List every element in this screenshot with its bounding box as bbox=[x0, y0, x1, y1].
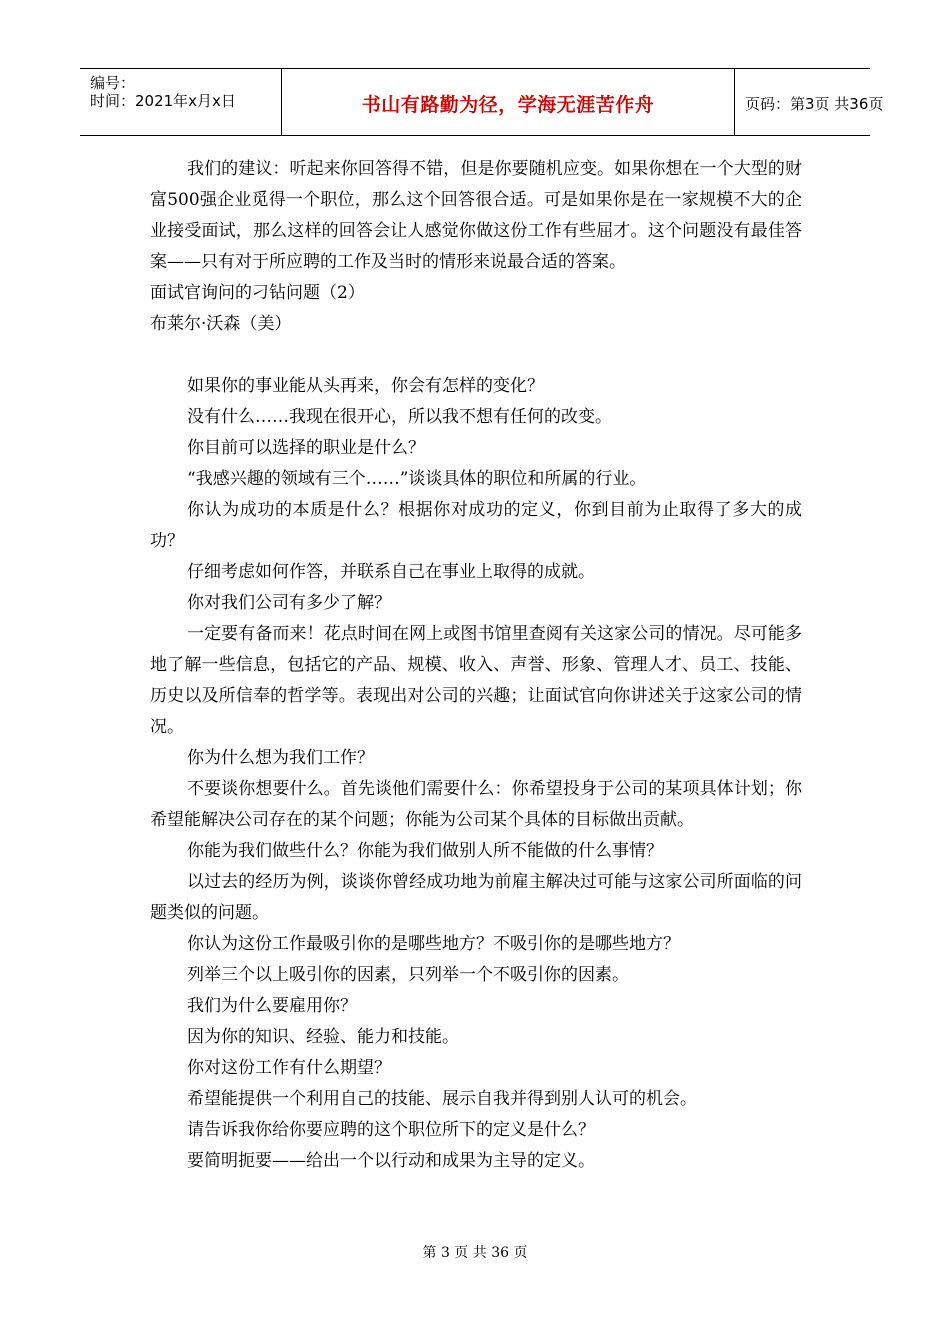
page-footer: 第 3 页 共 36 页 bbox=[422, 1245, 528, 1261]
body-paragraph: 希望能提供一个利用自己的技能、展示自我并得到别人认可的机会。 bbox=[187, 1089, 697, 1109]
header-info-cell bbox=[80, 69, 282, 135]
body-paragraph: 我们为什么要雇用你？ bbox=[187, 996, 357, 1016]
body-paragraph: 仔细考虑如何作答，并联系自己在事业上取得的成就。 bbox=[187, 562, 595, 582]
header-motto: 书山有路勤为径，学海无涯苦作舟 bbox=[361, 94, 655, 116]
body-paragraph: 面试官询问的刁钻问题（2） bbox=[150, 283, 365, 303]
header-motto-cell bbox=[282, 69, 735, 135]
document-header bbox=[80, 68, 884, 136]
body-paragraph: 你为什么想为我们工作？ bbox=[187, 748, 374, 768]
header-page-code: 页码：第3页 共36页 bbox=[745, 95, 884, 113]
body-paragraph: 因为你的知识、经验、能力和技能。 bbox=[187, 1027, 459, 1047]
body-paragraph: 如果你的事业能从头再来，你会有怎样的变化？ bbox=[187, 376, 544, 396]
body-paragraph: 要简明扼要——给出一个以行动和成果为主导的定义。 bbox=[187, 1151, 595, 1171]
body-paragraph: 一定要有备而来！花点时间在网上或图书馆里查阅有关这家公司的情况。尽可能多地了解一些信息，包括它的产品、规模、收入、声誉、形象、管理人才、员工、技能、历史以及所信奉的哲学等。表现出对公司的兴趣；让面试官向你讲述关于这家公司的情况。 bbox=[150, 624, 802, 737]
document-body bbox=[150, 154, 802, 1177]
blank-line bbox=[150, 340, 802, 371]
body-paragraph: “我感兴趣的领域有三个……”谈谈具体的职位和所属的行业。 bbox=[187, 469, 647, 489]
body-paragraph: 列举三个以上吸引你的因素，只列举一个不吸引你的因素。 bbox=[187, 965, 629, 985]
body-paragraph: 你对这份工作有什么期望？ bbox=[187, 1058, 391, 1078]
body-paragraph: 你认为这份工作最吸引你的是哪些地方？不吸引你的是哪些地方？ bbox=[187, 934, 680, 954]
body-paragraph: 布莱尔·沃森（美） bbox=[150, 314, 292, 334]
body-paragraph: 没有什么……我现在很开心，所以我不想有任何的改变。 bbox=[187, 407, 612, 427]
header-page-cell bbox=[735, 69, 884, 135]
body-paragraph: 我们的建议：听起来你回答得不错，但是你要随机应变。如果你想在一个大型的财富500强企业觅得一个职位，那么这个回答很合适。可是如果你是在一家规模不大的企业接受面试，那么这样的回答会让人感觉你做这份工作有些屈才。这个问题没有最佳答案——只有对于所应聘的工作及当时的情形来说最合适的答案。 bbox=[150, 159, 802, 272]
document-code-label: 编号： bbox=[90, 74, 136, 92]
body-paragraph: 你目前可以选择的职业是什么？ bbox=[187, 438, 425, 458]
body-paragraph: 你认为成功的本质是什么？根据你对成功的定义，你到目前为止取得了多大的成功？ bbox=[150, 500, 802, 551]
body-paragraph: 不要谈你想要什么。首先谈他们需要什么：你希望投身于公司的某项具体计划；你希望能解决公司存在的某个问题；你能为公司某个具体的目标做出贡献。 bbox=[150, 779, 802, 830]
body-paragraph: 请告诉我你给你要应聘的这个职位所下的定义是什么？ bbox=[187, 1120, 595, 1140]
body-paragraph: 你对我们公司有多少了解？ bbox=[187, 593, 391, 613]
document-time-label: 时间：2021年x月x日 bbox=[90, 92, 236, 110]
body-paragraph: 以过去的经历为例，谈谈你曾经成功地为前雇主解决过可能与这家公司所面临的问题类似的问题。 bbox=[150, 872, 802, 923]
body-paragraph: 你能为我们做些什么？你能为我们做别人所不能做的什么事情？ bbox=[187, 841, 663, 861]
